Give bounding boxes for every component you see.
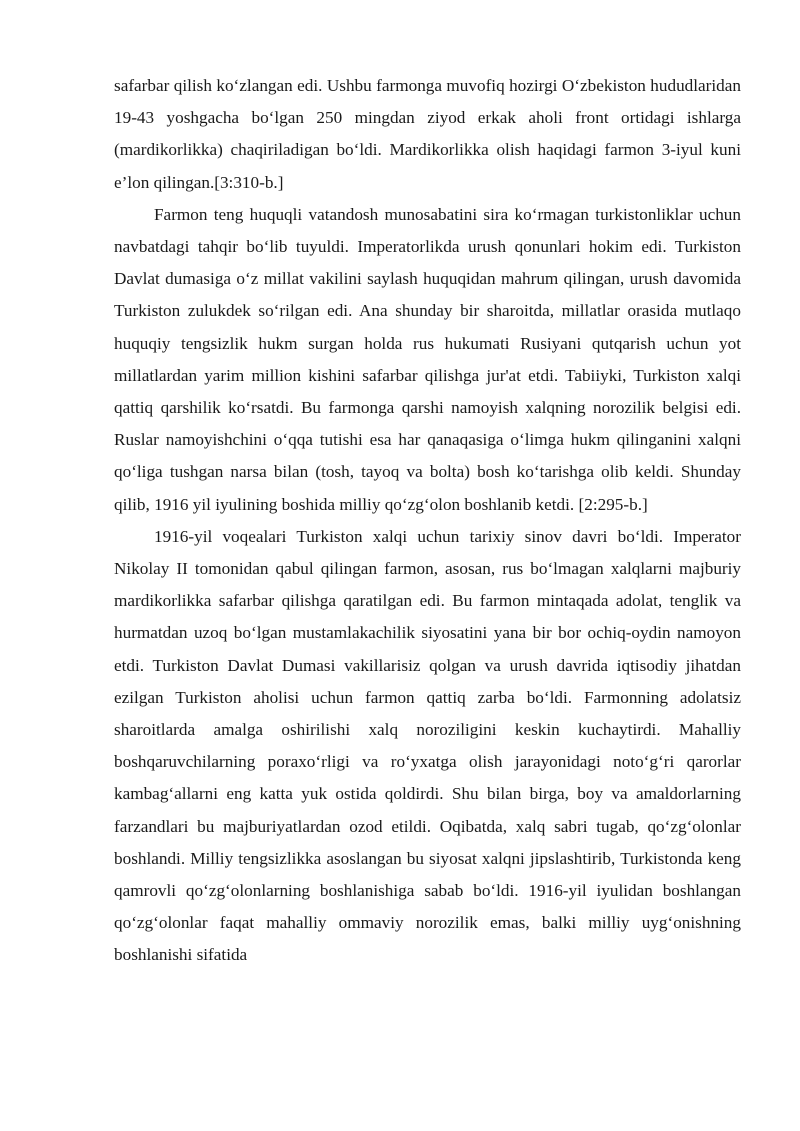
paragraph-1916-events: 1916-yil voqealari Turkiston xalqi uchun tarixiy sinov davri bo‘ldi. Imperator Nikolay II tomonidan qabul qilingan farmon, asosan, rus bo‘lmagan xalqlarni majburiy mardikorlikka safarbar qilishga qaratilgan edi. Bu farmon mintaqada adolat, tenglik va hurmatdan uzoq bo‘lgan mustamlakachilik siyosatini yana bir bor ochiq-oydin namoyon etdi. Turkiston Davlat Dumasi vakillarisiz qolgan va urush davrida iqtisodiy jihatdan ezilgan Turkiston aholisi uchun farmon qattiq zarba bo‘ldi. Farmonning adolatsiz sharoitlarda amalga oshirilishi xalq noroziligini keskin kuchaytirdi. Mahalliy boshqaruvchilarning poraxo‘rligi va ro‘yxatga olish jarayonidagi noto‘g‘ri qarorlar kambag‘allarni eng katta yuk ostida qoldirdi. Shu bilan birga, boy va amaldorlarning farzandlari bu majburiyatlardan ozod etildi. Oqibatda, xalq sabri tugab, qo‘zg‘olonlar boshlandi. Milliy tengsizlikka asoslangan bu siyosat xalqni jipslashtirib, Turkistonda keng qamrovli qo‘zg‘olonlarning boshlanishiga sabab bo‘ldi. 1916-yil iyulidan boshlangan qo‘zg‘olonlar faqat mahalliy ommaviy norozilik emas, balki milliy uyg‘onishning boshlanishi sifatida [114, 526, 741, 965]
paragraph-continuation: safarbar qilish ko‘zlangan edi. Ushbu farmonga muvofiq hozirgi O‘zbekiston hududlaridan 19-43 yoshgacha bo‘lgan 250 mingdan ziyod erkak aholi front ortidagi ishlarga (mardikorlikka) chaqiriladigan bo‘ldi. Mardikorlikka olish haqidagi farmon 3-iyul kuni e’lon qilingan.[3:310-b.] [114, 76, 741, 192]
paragraph-farmon: Farmon teng huquqli vatandosh munosabatini sira ko‘rmagan turkistonliklar uchun navbatdagi tahqir bo‘lib tuyuldi. Imperatorlikda urush qonunlari hokim edi. Turkiston Davlat dumasiga o‘z millat vakilini saylash huquqidan mahrum qilingan, urush davomida Turkiston zulukdek so‘rilgan edi. Ana shunday bir sharoitda, millatlar orasida mutlaqo huquqiy tengsizlik hukm surgan holda rus hukumati Rusiyani qutqarish uchun yot millatlardan yarim million kishini safarbar qilishga jur'at etdi. Tabiiyki, Turkiston xalqi qattiq qarshilik ko‘rsatdi. Bu farmonga qarshi namoyish xalqning norozilik belgisi edi. Ruslar namoyishchini o‘qqa tutishi esa har qanaqasiga o‘limga hukm qilinganini xalqni qo‘liga tushgan narsa bilan (tosh, tayoq va bolta) bosh ko‘tarishga olib keldi. Shunday qilib, 1916 yil iyulining boshida milliy qo‘zg‘olon boshlanib ketdi. [2:295-b.] [114, 204, 741, 514]
document-page [114, 70, 741, 972]
